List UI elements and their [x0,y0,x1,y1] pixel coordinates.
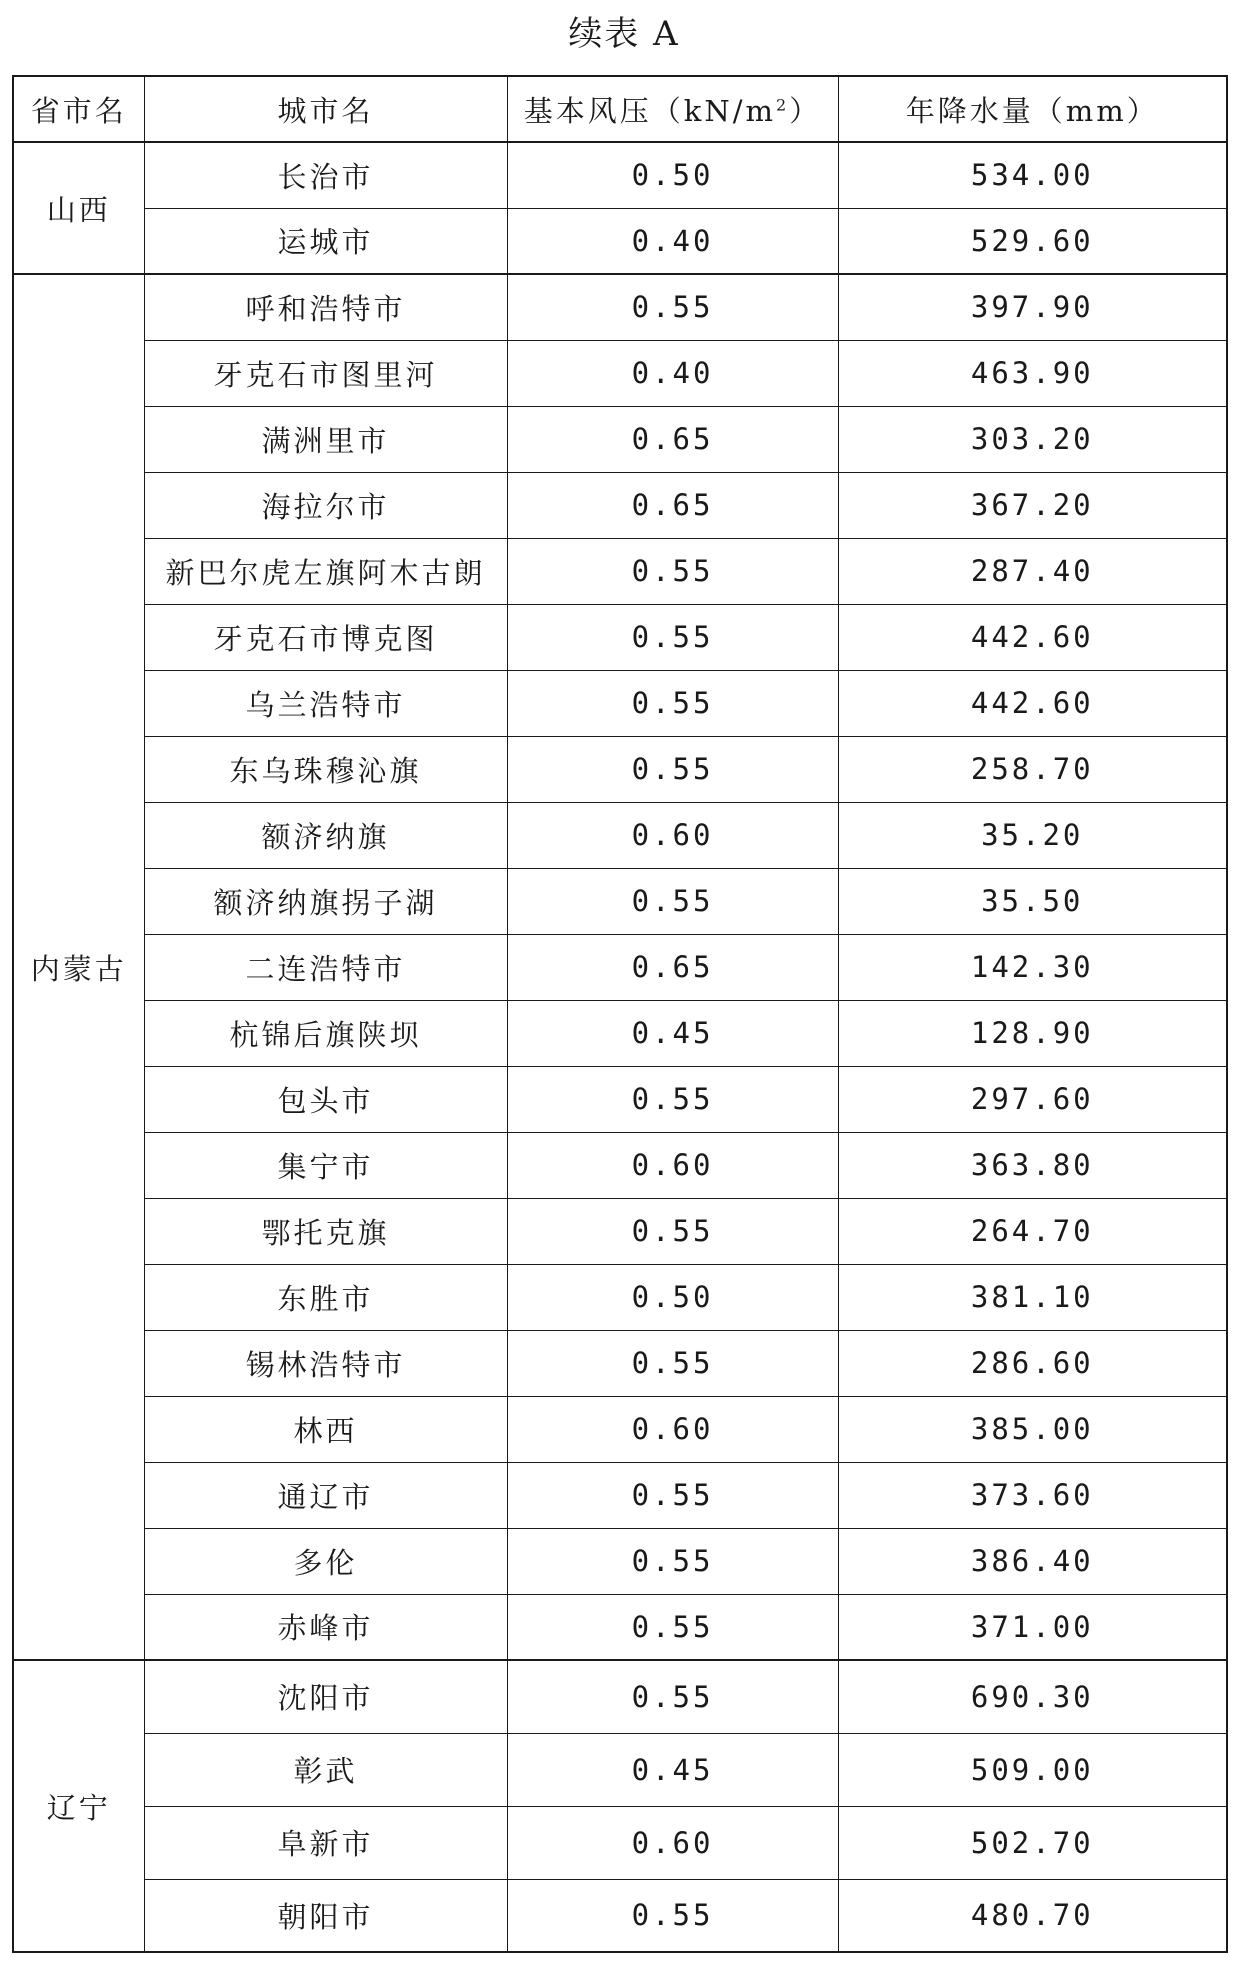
wind-pressure-cell: 0.55 [507,1594,838,1660]
precipitation-cell: 463.90 [838,340,1227,406]
city-cell: 海拉尔市 [144,472,507,538]
precipitation-cell: 385.00 [838,1396,1227,1462]
wind-pressure-cell: 0.55 [507,1528,838,1594]
wind-pressure-cell: 0.65 [507,406,838,472]
table-row [13,1132,1227,1198]
table-row [13,142,1227,208]
wind-pressure-cell: 0.55 [507,670,838,736]
header-city: 城市名 [144,76,507,142]
precipitation-cell: 397.90 [838,274,1227,340]
city-cell: 额济纳旗拐子湖 [144,868,507,934]
table-row [13,1396,1227,1462]
wind-pressure-cell: 0.65 [507,934,838,1000]
table-caption: 续表 A [568,14,680,54]
table-row [13,1264,1227,1330]
precipitation-cell: 286.60 [838,1330,1227,1396]
city-cell: 新巴尔虎左旗阿木古朗 [144,538,507,604]
table-row [13,472,1227,538]
table-row [13,1330,1227,1396]
wind-pressure-cell: 0.55 [507,1879,838,1952]
precipitation-cell: 480.70 [838,1879,1227,1952]
header-wind-pressure-suffix: ） [789,93,822,128]
wind-pressure-cell: 0.55 [507,736,838,802]
wind-pressure-cell: 0.45 [507,1733,838,1806]
city-cell: 杭锦后旗陕坝 [144,1000,507,1066]
wind-pressure-cell: 0.45 [507,1000,838,1066]
precipitation-cell: 371.00 [838,1594,1227,1660]
city-cell: 长治市 [144,142,507,208]
table-header [13,76,1227,142]
city-cell: 多伦 [144,1528,507,1594]
precipitation-cell: 297.60 [838,1066,1227,1132]
table-row [13,1198,1227,1264]
precipitation-cell: 509.00 [838,1733,1227,1806]
city-cell: 沈阳市 [144,1660,507,1733]
wind-pressure-cell: 0.65 [507,472,838,538]
table-row [13,1806,1227,1879]
city-cell: 赤峰市 [144,1594,507,1660]
table-row [13,1462,1227,1528]
table-row [13,736,1227,802]
precipitation-cell: 128.90 [838,1000,1227,1066]
city-cell: 彰武 [144,1733,507,1806]
precipitation-cell: 442.60 [838,670,1227,736]
wind-pressure-cell: 0.40 [507,340,838,406]
city-cell: 通辽市 [144,1462,507,1528]
city-cell: 满洲里市 [144,406,507,472]
precipitation-cell: 529.60 [838,208,1227,274]
table-row [13,1733,1227,1806]
table-row [13,934,1227,1000]
precipitation-cell: 534.00 [838,142,1227,208]
city-cell: 集宁市 [144,1132,507,1198]
city-cell: 呼和浩特市 [144,274,507,340]
precipitation-cell: 35.20 [838,802,1227,868]
table-row [13,1660,1227,1733]
table-row [13,274,1227,340]
precipitation-cell: 303.20 [838,406,1227,472]
table-row [13,868,1227,934]
city-cell: 朝阳市 [144,1879,507,1952]
city-cell: 运城市 [144,208,507,274]
province-cell: 山西 [13,142,144,274]
wind-pressure-cell: 0.60 [507,802,838,868]
wind-pressure-cell: 0.55 [507,1330,838,1396]
precipitation-cell: 258.70 [838,736,1227,802]
wind-pressure-cell: 0.55 [507,1198,838,1264]
city-cell: 二连浩特市 [144,934,507,1000]
precipitation-cell: 35.50 [838,868,1227,934]
city-cell: 林西 [144,1396,507,1462]
city-cell: 东乌珠穆沁旗 [144,736,507,802]
city-cell: 锡林浩特市 [144,1330,507,1396]
header-wind-pressure-prefix: 基本风压（kN/m [523,93,776,128]
wind-precipitation-table [12,75,1228,1953]
header-wind-pressure [507,76,838,142]
wind-pressure-cell: 0.50 [507,1264,838,1330]
city-cell: 包头市 [144,1066,507,1132]
wind-pressure-cell: 0.55 [507,274,838,340]
table-row [13,1000,1227,1066]
wind-pressure-cell: 0.40 [507,208,838,274]
table-row [13,802,1227,868]
precipitation-cell: 690.30 [838,1660,1227,1733]
wind-pressure-cell: 0.55 [507,1066,838,1132]
province-cell: 内蒙古 [13,274,144,1660]
table-row [13,1594,1227,1660]
city-cell: 乌兰浩特市 [144,670,507,736]
precipitation-cell: 373.60 [838,1462,1227,1528]
table-row [13,340,1227,406]
header-wind-pressure-sup: 2 [776,94,790,114]
city-cell: 牙克石市图里河 [144,340,507,406]
table-body [13,142,1227,1952]
city-cell: 鄂托克旗 [144,1198,507,1264]
city-cell: 阜新市 [144,1806,507,1879]
precipitation-cell: 442.60 [838,604,1227,670]
precipitation-cell: 363.80 [838,1132,1227,1198]
wind-pressure-cell: 0.60 [507,1806,838,1879]
province-cell: 辽宁 [13,1660,144,1952]
wind-pressure-cell: 0.60 [507,1396,838,1462]
wind-pressure-cell: 0.55 [507,538,838,604]
header-province: 省市名 [13,76,144,142]
city-cell: 牙克石市博克图 [144,604,507,670]
table-row [13,1879,1227,1952]
wind-pressure-cell: 0.50 [507,142,838,208]
table-row [13,670,1227,736]
wind-pressure-cell: 0.60 [507,1132,838,1198]
header-precipitation: 年降水量（mm） [838,76,1227,142]
wind-pressure-cell: 0.55 [507,1462,838,1528]
table-row [13,1066,1227,1132]
wind-pressure-cell: 0.55 [507,1660,838,1733]
city-cell: 东胜市 [144,1264,507,1330]
header-row [13,76,1227,142]
precipitation-cell: 142.30 [838,934,1227,1000]
city-cell: 额济纳旗 [144,802,507,868]
table-row [13,604,1227,670]
table-row [13,208,1227,274]
precipitation-cell: 381.10 [838,1264,1227,1330]
table-row [13,406,1227,472]
precipitation-cell: 502.70 [838,1806,1227,1879]
table-row [13,1528,1227,1594]
precipitation-cell: 367.20 [838,472,1227,538]
wind-pressure-cell: 0.55 [507,868,838,934]
wind-pressure-cell: 0.55 [507,604,838,670]
precipitation-cell: 287.40 [838,538,1227,604]
precipitation-cell: 386.40 [838,1528,1227,1594]
table-row [13,538,1227,604]
precipitation-cell: 264.70 [838,1198,1227,1264]
